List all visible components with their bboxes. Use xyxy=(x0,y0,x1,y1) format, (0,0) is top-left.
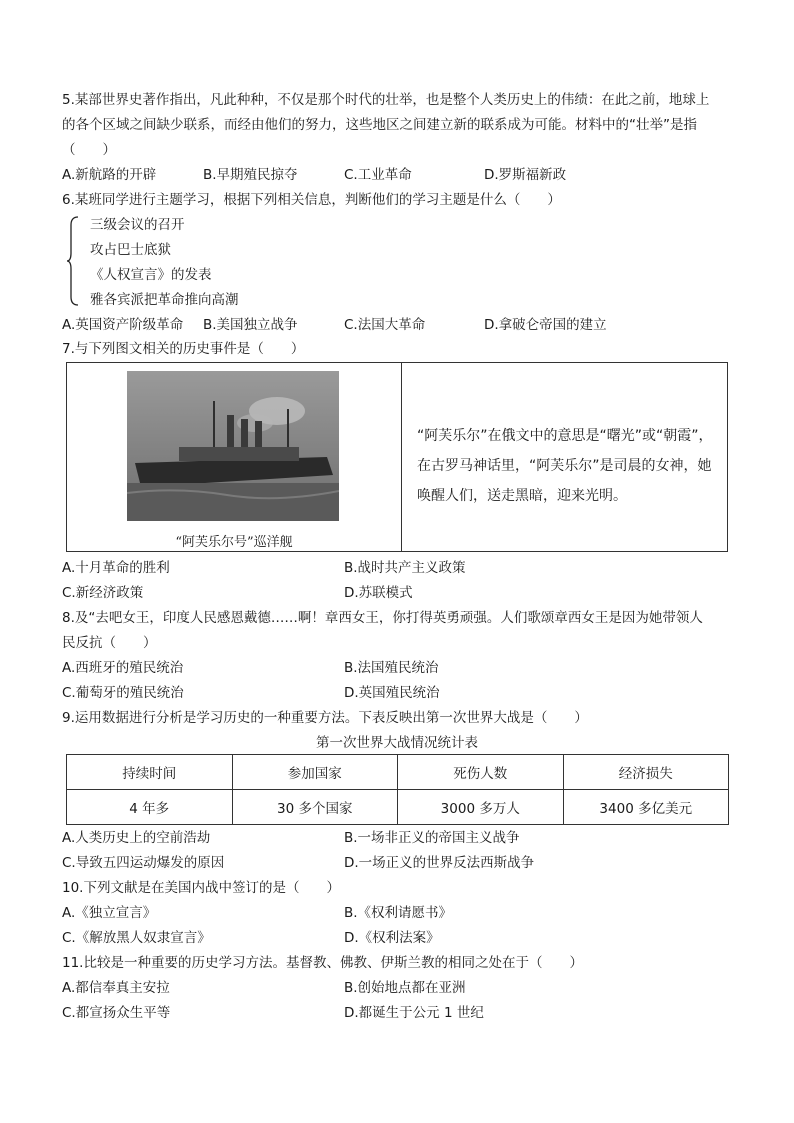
q5-stem-line3: （ ） xyxy=(62,142,116,158)
q11-option-a[interactable]: A.都信奉真主安拉 xyxy=(62,980,170,996)
q9-option-b[interactable]: B.一场非正义的帝国主义战争 xyxy=(344,830,520,846)
table-cell: 3400 多亿美元 xyxy=(563,790,729,825)
q11-stem: 11.比较是一种重要的历史学习方法。基督教、佛教、伊斯兰教的相同之处在于（ ） xyxy=(62,955,583,971)
table-cell: 30 多个国家 xyxy=(232,790,398,825)
q6-option-c[interactable]: C.法国大革命 xyxy=(344,317,426,333)
table-header-cell: 参加国家 xyxy=(232,755,398,790)
q6-item-3: 《人权宣言》的发表 xyxy=(90,267,212,283)
q10-option-c[interactable]: C.《解放黑人奴隶宣言》 xyxy=(62,930,211,946)
q7-material-table xyxy=(66,362,728,552)
q6-stem: 6.某班同学进行主题学习，根据下列相关信息，判断他们的学习主题是什么（ ） xyxy=(62,192,561,208)
q6-item-1: 三级会议的召开 xyxy=(90,217,185,233)
q5-stem-line2: 的各个区域之间缺少联系，而经由他们的努力，这些地区之间建立新的联系成为可能。材料中的“壮举”是指 xyxy=(62,117,697,133)
table-header-cell: 死伤人数 xyxy=(398,755,564,790)
table-header-cell: 经济损失 xyxy=(563,755,729,790)
q6-item-4: 雅各宾派把革命推向高潮 xyxy=(90,292,239,308)
q5-option-d[interactable]: D.罗斯福新政 xyxy=(484,167,567,183)
q7-option-b[interactable]: B.战时共产主义政策 xyxy=(344,560,466,576)
q11-option-d[interactable]: D.都诞生于公元 1 世纪 xyxy=(344,1005,484,1021)
q5-option-b[interactable]: B.早期殖民掠夺 xyxy=(203,167,298,183)
q7-option-d[interactable]: D.苏联模式 xyxy=(344,585,413,601)
q7-stem: 7.与下列图文相关的历史事件是（ ） xyxy=(62,341,305,357)
q9-table-title: 第一次世界大战情况统计表 xyxy=(316,735,478,751)
photo-caption: “阿芙乐尔号”巡洋舰 xyxy=(175,535,293,550)
q8-option-b[interactable]: B.法国殖民统治 xyxy=(344,660,439,676)
table-header-cell: 持续时间 xyxy=(67,755,233,790)
q8-stem-line2: 民反抗（ ） xyxy=(62,635,157,651)
q10-option-a[interactable]: A.《独立宣言》 xyxy=(62,905,157,921)
q11-option-c[interactable]: C.都宣扬众生平等 xyxy=(62,1005,171,1021)
table-cell: 4 年多 xyxy=(67,790,233,825)
q8-option-d[interactable]: D.英国殖民统治 xyxy=(344,685,440,701)
q9-stats-table xyxy=(66,754,729,825)
q9-option-d[interactable]: D.一场正义的世界反法西斯战争 xyxy=(344,855,535,871)
table-cell: 3000 多万人 xyxy=(398,790,564,825)
q7-option-c[interactable]: C.新经济政策 xyxy=(62,585,144,601)
q6-option-a[interactable]: A.英国资产阶级革命 xyxy=(62,317,184,333)
table-header-row xyxy=(67,755,729,790)
q6-item-2: 攻占巴士底狱 xyxy=(90,242,171,258)
q10-option-b[interactable]: B.《权利请愿书》 xyxy=(344,905,453,921)
q9-option-a[interactable]: A.人类历史上的空前浩劫 xyxy=(62,830,211,846)
cruiser-photo xyxy=(127,371,339,521)
q8-option-c[interactable]: C.葡萄牙的殖民统治 xyxy=(62,685,184,701)
q5-stem-line1: 5.某部世界史著作指出，凡此种种，不仅是那个时代的壮举，也是整个人类历史上的伟绩：在此之前，地球上 xyxy=(62,92,710,108)
q7-description: “阿芙乐尔”在俄文中的意思是“曙光”或“朝霞”，在古罗马神话里，“阿芙乐尔”是司晨的女神，她唤醒人们，送走黑暗，迎来光明。 xyxy=(417,428,713,504)
q10-stem: 10.下列文献是在美国内战中签订的是（ ） xyxy=(62,880,340,896)
q8-option-a[interactable]: A.西班牙的殖民统治 xyxy=(62,660,184,676)
q5-option-c[interactable]: C.工业革命 xyxy=(344,167,412,183)
table-row xyxy=(67,790,729,825)
q8-stem-line1: 8.及“去吧女王，印度人民感恩戴德……啊！章西女王，你打得英勇顽强。人们歌颂章西女王是因为她带领人 xyxy=(62,610,703,626)
q11-option-b[interactable]: B.创始地点都在亚洲 xyxy=(344,980,466,996)
q10-option-d[interactable]: D.《权利法案》 xyxy=(344,930,440,946)
q5-option-a[interactable]: A.新航路的开辟 xyxy=(62,167,157,183)
q6-option-d[interactable]: D.拿破仑帝国的建立 xyxy=(484,317,607,333)
brace-icon xyxy=(66,215,80,307)
q9-stem: 9.运用数据进行分析是学习历史的一种重要方法。下表反映出第一次世界大战是（ ） xyxy=(62,710,588,726)
q9-option-c[interactable]: C.导致五四运动爆发的原因 xyxy=(62,855,225,871)
table-divider xyxy=(401,363,402,551)
q7-option-a[interactable]: A.十月革命的胜利 xyxy=(62,560,170,576)
q6-option-b[interactable]: B.美国独立战争 xyxy=(203,317,298,333)
